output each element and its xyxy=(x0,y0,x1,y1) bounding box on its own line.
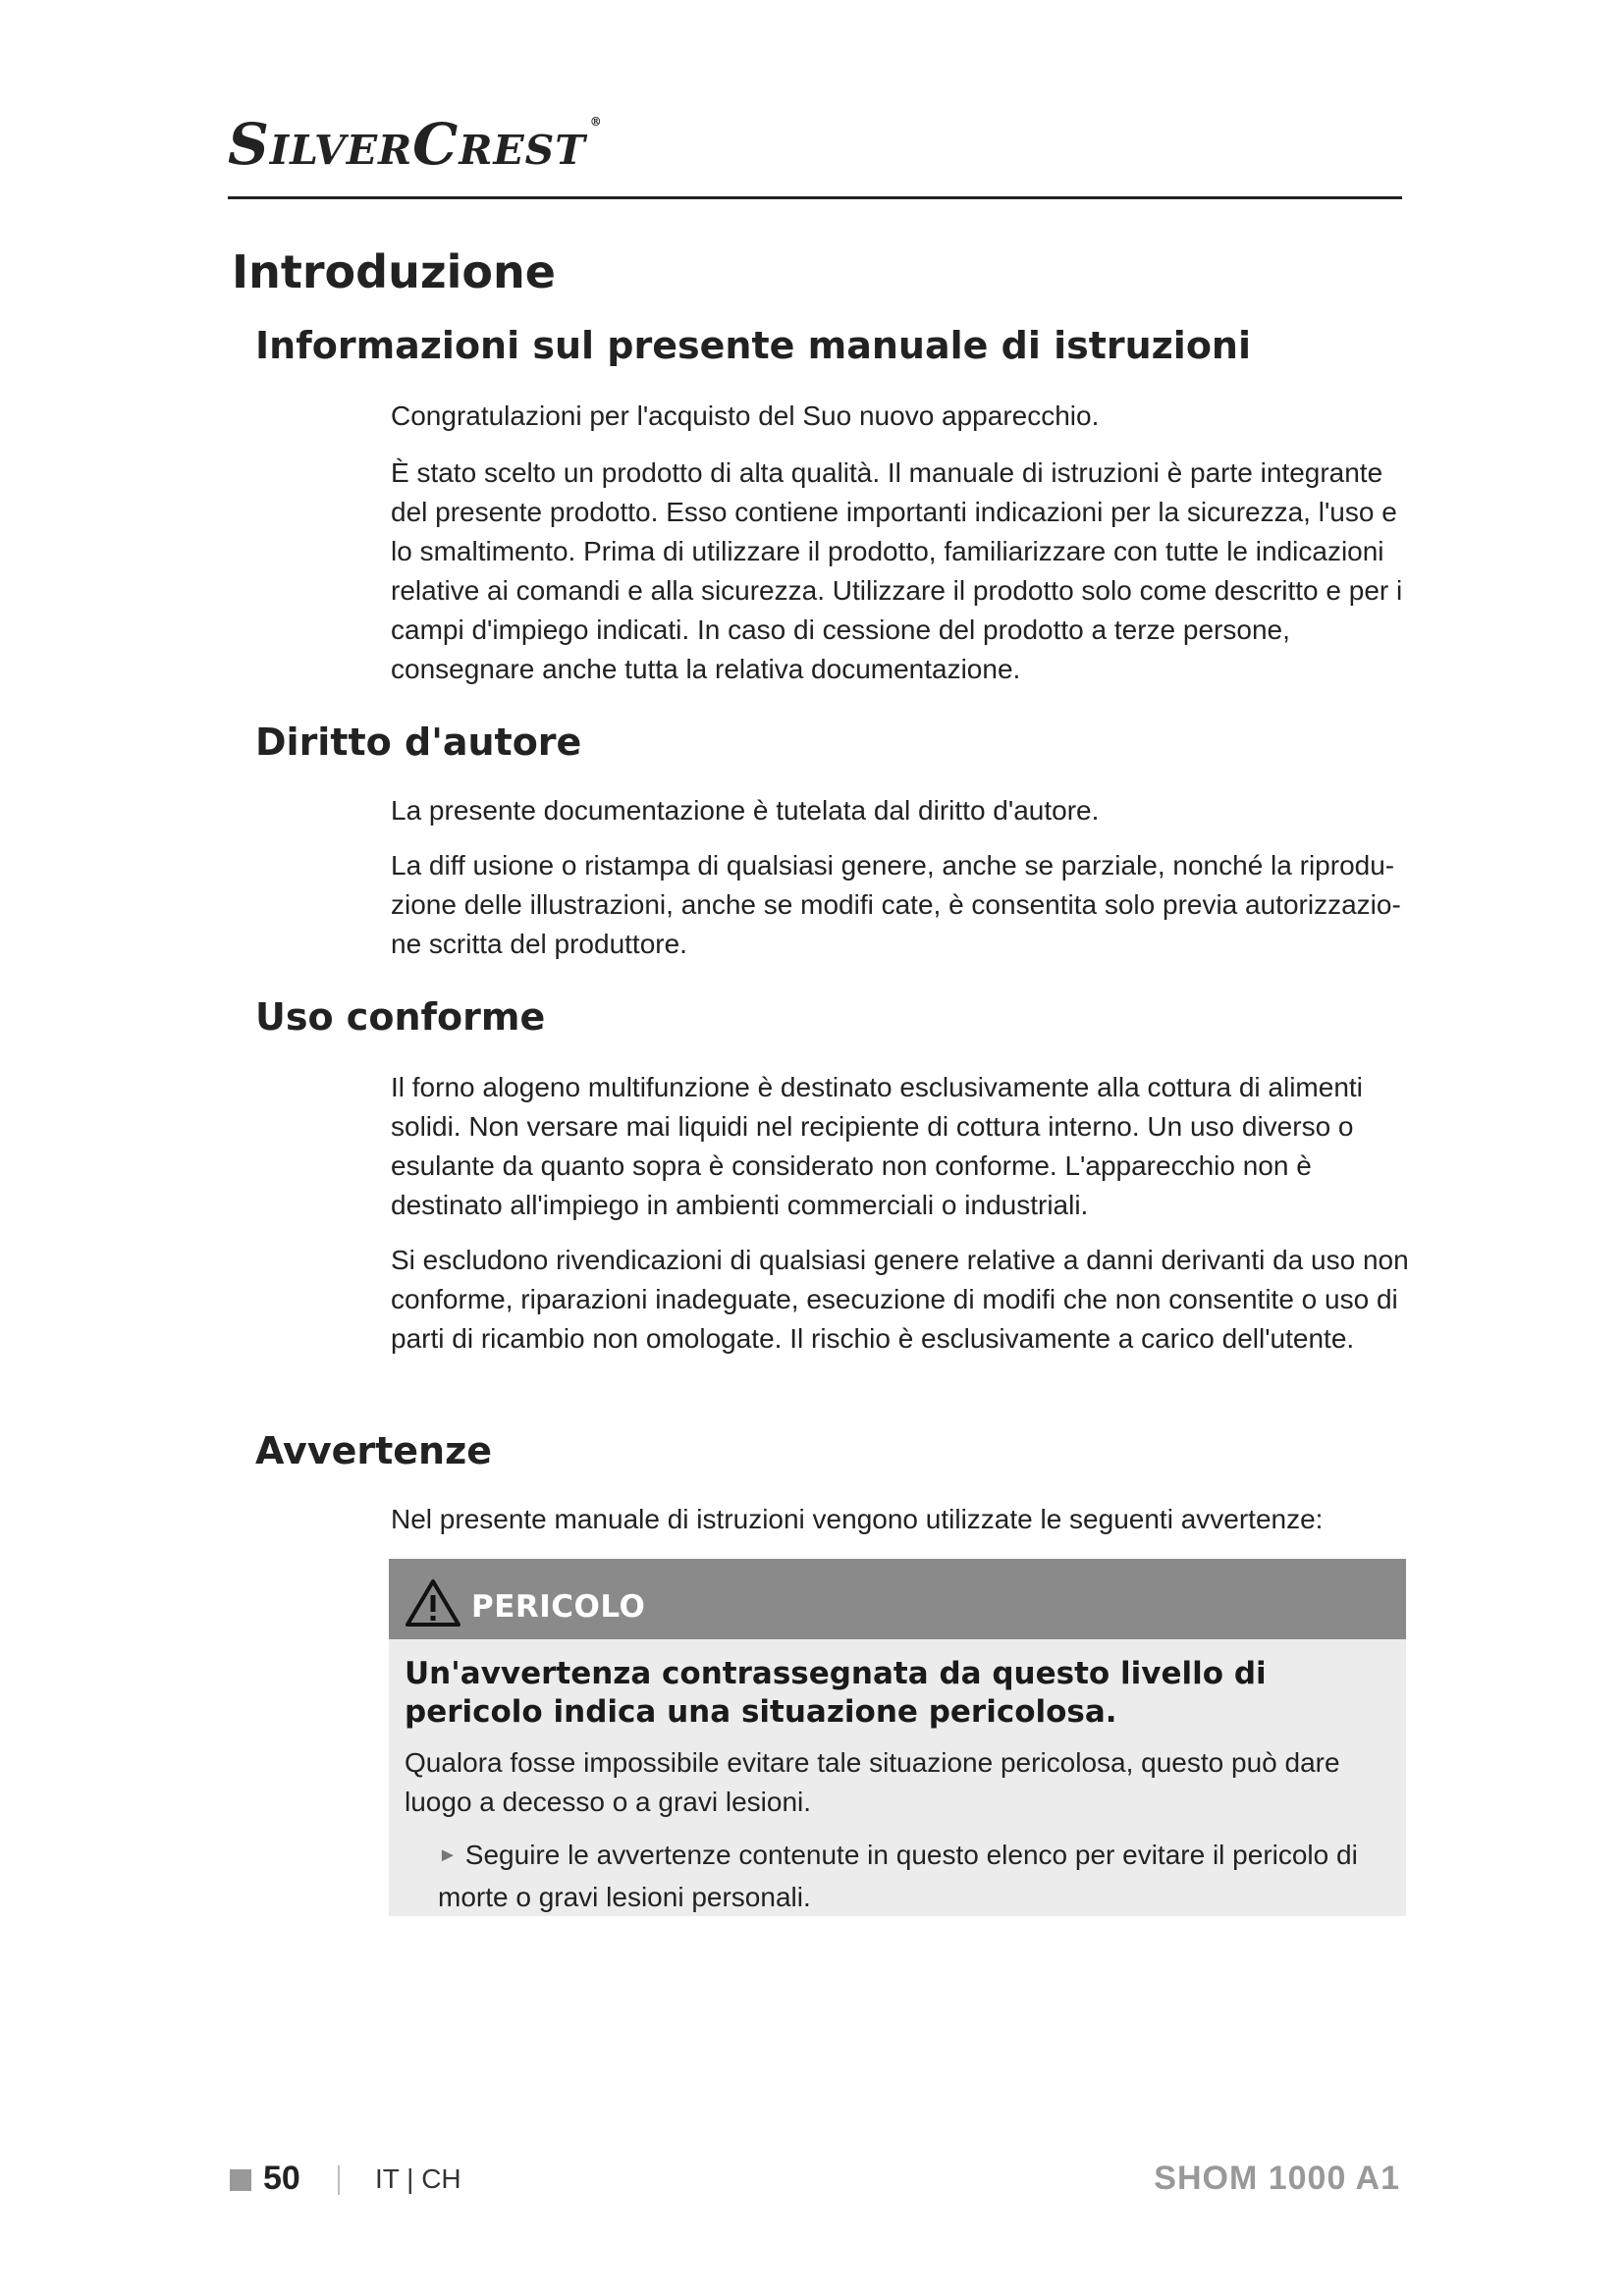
section-heading-warnings: Avvertenze xyxy=(255,1429,492,1472)
warnings-paragraph-1: Nel presente manuale di istruzioni vengono utilizzate le seguenti avvertenze: xyxy=(391,1504,1324,1534)
danger-text: Qualora fosse impossibile evitare tale situazione pericolosa, questo può dare luogo a decesso o a gravi lesioni. xyxy=(405,1747,1340,1817)
page-title: Introduzione xyxy=(232,245,556,298)
intended-use-paragraph-2: Si escludono rivendicazioni di qualsiasi genere relative a danni derivanti da uso non conforme, riparazioni inadeguate, esecuzione di modifi che non consentite o uso di parti di ricambio non omologate. Il rischio è esclusivamente a carico dell'utente. xyxy=(391,1245,1409,1354)
section-heading-about: Informazioni sul presente manuale di istruzioni xyxy=(255,324,1252,367)
danger-bullet-item xyxy=(438,1836,1390,1917)
about-paragraph-1: Congratulazioni per l'acquisto del Suo nuovo apparecchio. xyxy=(391,400,1100,431)
about-paragraph-2: È stato scelto un prodotto di alta qualità. Il manuale di istruzioni è parte integrante del presente prodotto. Esso contiene importanti indicazioni per la sicurezza, l'uso e lo smaltimento. Prima di utilizzare il prodotto, familiarizzare con tutte le indicazioni relative ai comandi e alla sicurezza. Utilizzare il prodotto solo come descritto e per i campi d'impiego indicati. In caso di cessione del prodotto a terze persone, consegnare anche tutta la relativa documentazione. xyxy=(391,457,1403,684)
danger-bold-text: Un'avvertenza contrassegnata da questo livello di pericolo indica una situazione pericolosa. xyxy=(405,1656,1267,1730)
footer-separator xyxy=(338,2165,340,2195)
page-footer xyxy=(228,2160,1402,2203)
page-number: 50 xyxy=(263,2160,300,2197)
footer-square-marker xyxy=(230,2169,251,2191)
section-heading-copyright: Diritto d'autore xyxy=(255,721,582,764)
brand-logo xyxy=(228,111,603,178)
registered-mark: ® xyxy=(589,115,603,129)
header-rule xyxy=(228,196,1402,199)
intended-use-paragraph-1: Il forno alogeno multifunzione è destinato esclusivamente alla cottura di alimenti solidi. Non versare mai liquidi nel recipiente di cottura interno. Un uso diverso o esulante da quanto sopra è considerato non conforme. L'apparecchio non è destinato all'impiego in ambienti commerciali o industriali. xyxy=(391,1072,1363,1220)
danger-label: PERICOLO xyxy=(471,1589,646,1625)
bullet-arrow-icon: ► xyxy=(438,1844,458,1866)
danger-warning-box xyxy=(389,1559,1406,1916)
brand-name: SilverCrest xyxy=(228,111,586,178)
danger-bullet-text: Seguire le avvertenze contenute in questo elenco per evitare il pericolo di morte o gravi lesioni personali. xyxy=(438,1840,1358,1912)
copyright-paragraph-2: La diff usione o ristampa di qualsiasi genere, anche se parziale, nonché la riprodu-zione delle illustrazioni, anche se modifi cate, è consentita solo previa autorizzazio-ne scritta del produttore. xyxy=(391,850,1401,959)
footer-languages: IT | CH xyxy=(375,2163,461,2194)
warning-triangle-icon xyxy=(405,1578,461,1628)
copyright-paragraph-1: La presente documentazione è tutelata dal diritto d'autore. xyxy=(391,795,1100,826)
danger-warning-header xyxy=(389,1559,1406,1639)
footer-model: SHOM 1000 A1 xyxy=(1154,2160,1400,2197)
section-heading-intended-use: Uso conforme xyxy=(255,995,546,1039)
